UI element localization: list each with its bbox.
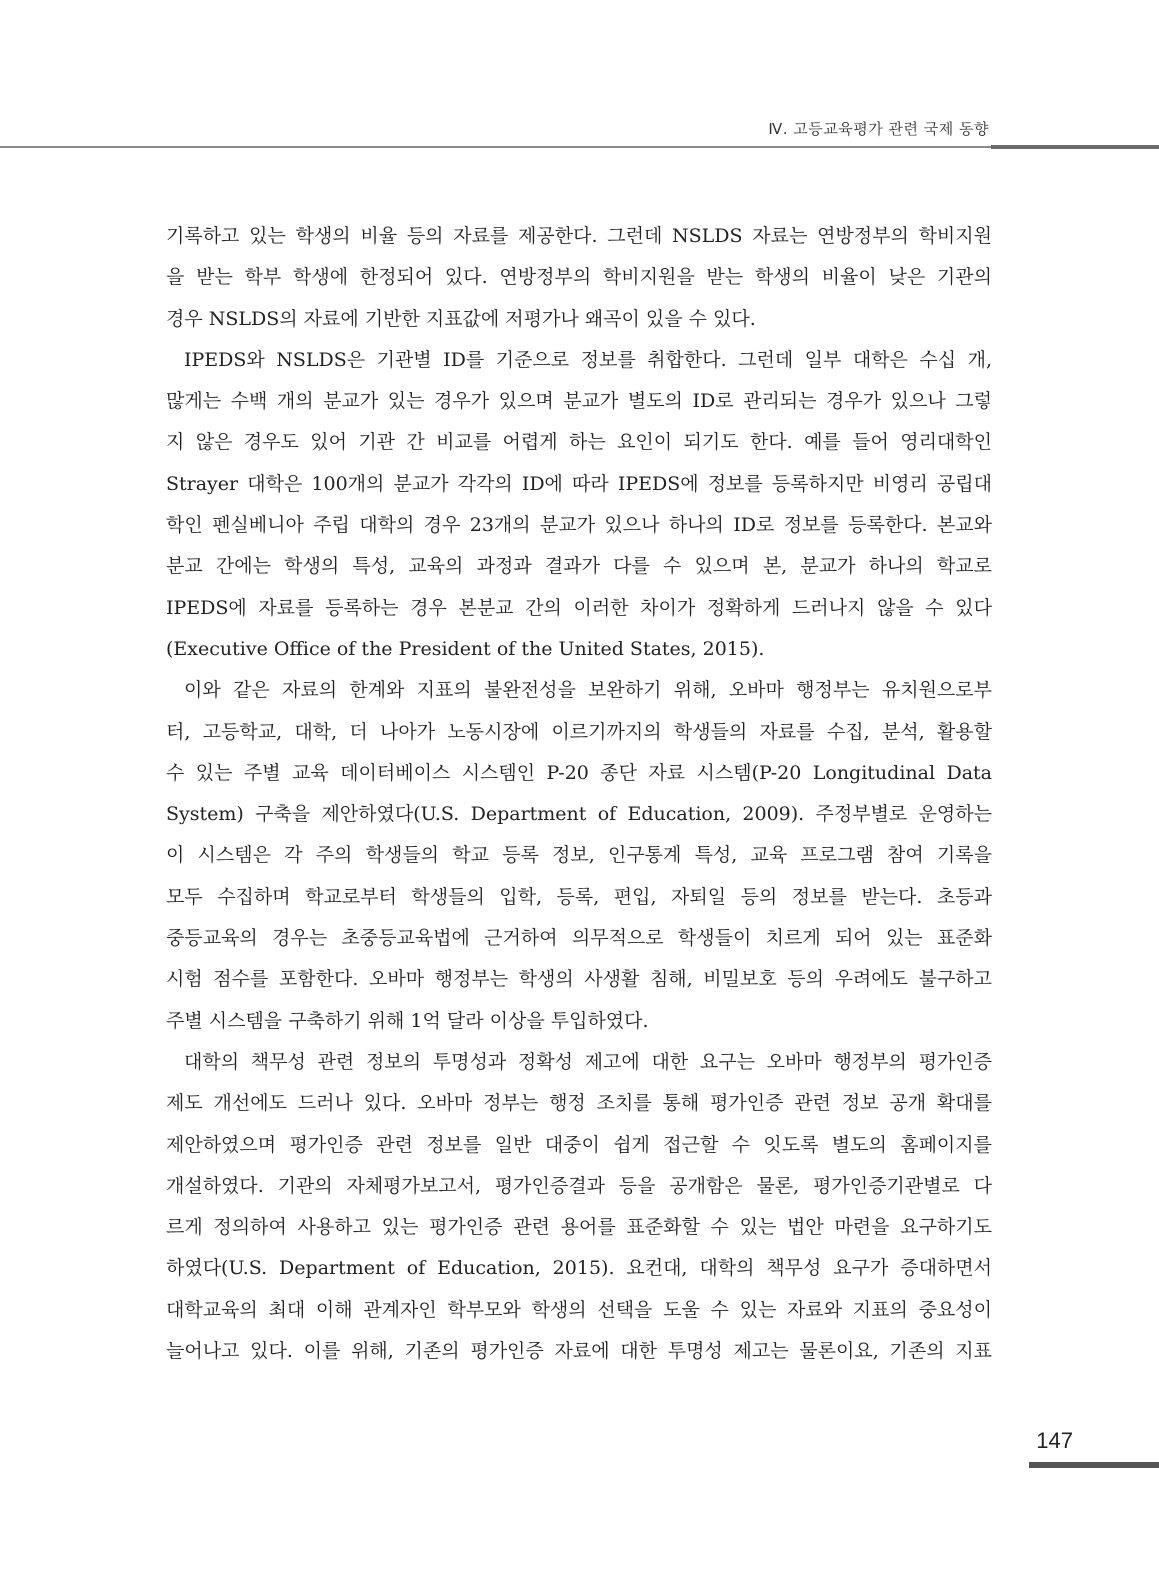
text-line: 대학교육의 최대 이해 관계자인 학부모와 학생의 선택을 도울 수 있는 자료와 지표의 중요성이: [166, 1298, 992, 1321]
text-line: 모두 수집하며 학교로부터 학생들의 입학, 등록, 편입, 자퇴일 등의 정보를 받는다. 초등과: [166, 885, 992, 908]
page-number: 147: [1036, 1428, 1073, 1453]
paragraph-1: [166, 216, 992, 340]
text-line: 제도 개선에도 드러나 있다. 오바마 정부는 행정 조치를 통해 평가인증 관련 정보 공개 확대를: [166, 1092, 992, 1115]
footer-rule: [1029, 1462, 1159, 1468]
text-line: 지 않은 경우도 있어 기관 간 비교를 어렵게 하는 요인이 되기도 한다. 예를 들어 영리대학인: [166, 431, 992, 454]
text-line: 이와 같은 자료의 한계와 지표의 불완전성을 보완하기 위해, 오바마 행정부는 유치원으로부: [184, 679, 992, 702]
text-line: Strayer 대학은 100개의 분교가 각각의 ID에 따라 IPEDS에 정보를 등록하지만 비영리 공립대: [166, 472, 992, 495]
text-line: 늘어나고 있다. 이를 위해, 기존의 평가인증 자료에 대한 투명성 제고는 물론이요, 기존의 지표: [166, 1340, 992, 1363]
body-text: [166, 216, 992, 1372]
paragraph-4: [166, 1042, 992, 1372]
text-line: 중등교육의 경우는 초중등교육법에 근거하여 의무적으로 학생들이 치르게 되어 있는 표준화: [166, 927, 992, 950]
text-line: 제안하였으며 평가인증 관련 정보를 일반 대중이 쉽게 접근할 수 잇도록 별도의 홈페이지를: [166, 1133, 992, 1156]
paragraph-3: [166, 670, 992, 1042]
text-line: IPEDS에 자료를 등록하는 경우 본분교 간의 이러한 차이가 정확하게 드러나지 않을 수 있다: [166, 596, 992, 619]
paragraph-2: [166, 340, 992, 670]
text-line: 경우 NSLDS의 자료에 기반한 지표값에 저평가나 왜곡이 있을 수 있다.: [166, 307, 756, 330]
text-line: 분교 간에는 학생의 특성, 교육의 과정과 결과가 다를 수 있으며 본, 분교가 하나의 학교로: [166, 555, 992, 578]
text-line: 주별 시스템을 구축하기 위해 1억 달라 이상을 투입하였다.: [166, 1009, 649, 1032]
text-line: 이 시스템은 각 주의 학생들의 학교 등록 정보, 인구통계 특성, 교육 프로그램 참여 기록을: [166, 844, 992, 867]
text-line: 터, 고등학교, 대학, 더 나아가 노동시장에 이르기까지의 학생들의 자료를 수집, 분석, 활용할: [166, 720, 992, 743]
text-line: 기록하고 있는 학생의 비율 등의 자료를 제공한다. 그런데 NSLDS 자료는 연방정부의 학비지원: [166, 225, 992, 247]
text-line: 르게 정의하여 사용하고 있는 평가인증 관련 용어를 표준화할 수 있는 법안 마련을 요구하기도: [166, 1216, 992, 1239]
text-line: 수 있는 주별 교육 데이터베이스 시스템인 P-20 종단 자료 시스템(P-20 Longitudinal Data: [166, 761, 992, 784]
text-line: 개설하였다. 기관의 자체평가보고서, 평가인증결과 등을 공개함은 물론, 평가인증기관별로 다: [166, 1174, 992, 1197]
text-line: System) 구축을 제안하였다(U.S. Department of Education, 2009). 주정부별로 운영하는: [166, 803, 992, 826]
text-line: IPEDS와 NSLDS은 기관별 ID를 기준으로 정보를 취합한다. 그런데 일부 대학은 수십 개,: [184, 348, 992, 371]
text-line: 학인 펜실베니아 주립 대학의 경우 23개의 분교가 있으나 하나의 ID로 정보를 등록한다. 본교와: [166, 514, 992, 537]
header-rule: [0, 146, 1159, 148]
text-line: 많게는 수백 개의 분교가 있는 경우가 있으며 분교가 별도의 ID로 관리되는 경우가 있으나 그렇: [166, 390, 992, 413]
text-line: (Executive Office of the President of the United States, 2015).: [166, 637, 765, 660]
text-line: 하였다(U.S. Department of Education, 2015). 요컨대, 대학의 책무성 요구가 증대하면서: [166, 1257, 992, 1280]
header-rule-accent: [991, 145, 1159, 149]
text-line: 을 받는 학부 학생에 한정되어 있다. 연방정부의 학비지원을 받는 학생의 비율이 낮은 기관의: [166, 266, 992, 289]
text-line: 대학의 책무성 관련 정보의 투명성과 정확성 제고에 대한 요구는 오바마 행정부의 평가인증: [184, 1050, 992, 1073]
running-header: Ⅳ. 고등교육평가 관련 국제 동향: [768, 120, 989, 138]
text-line: 시험 점수를 포함한다. 오바마 행정부는 학생의 사생활 침해, 비밀보호 등의 우려에도 불구하고: [166, 968, 992, 991]
